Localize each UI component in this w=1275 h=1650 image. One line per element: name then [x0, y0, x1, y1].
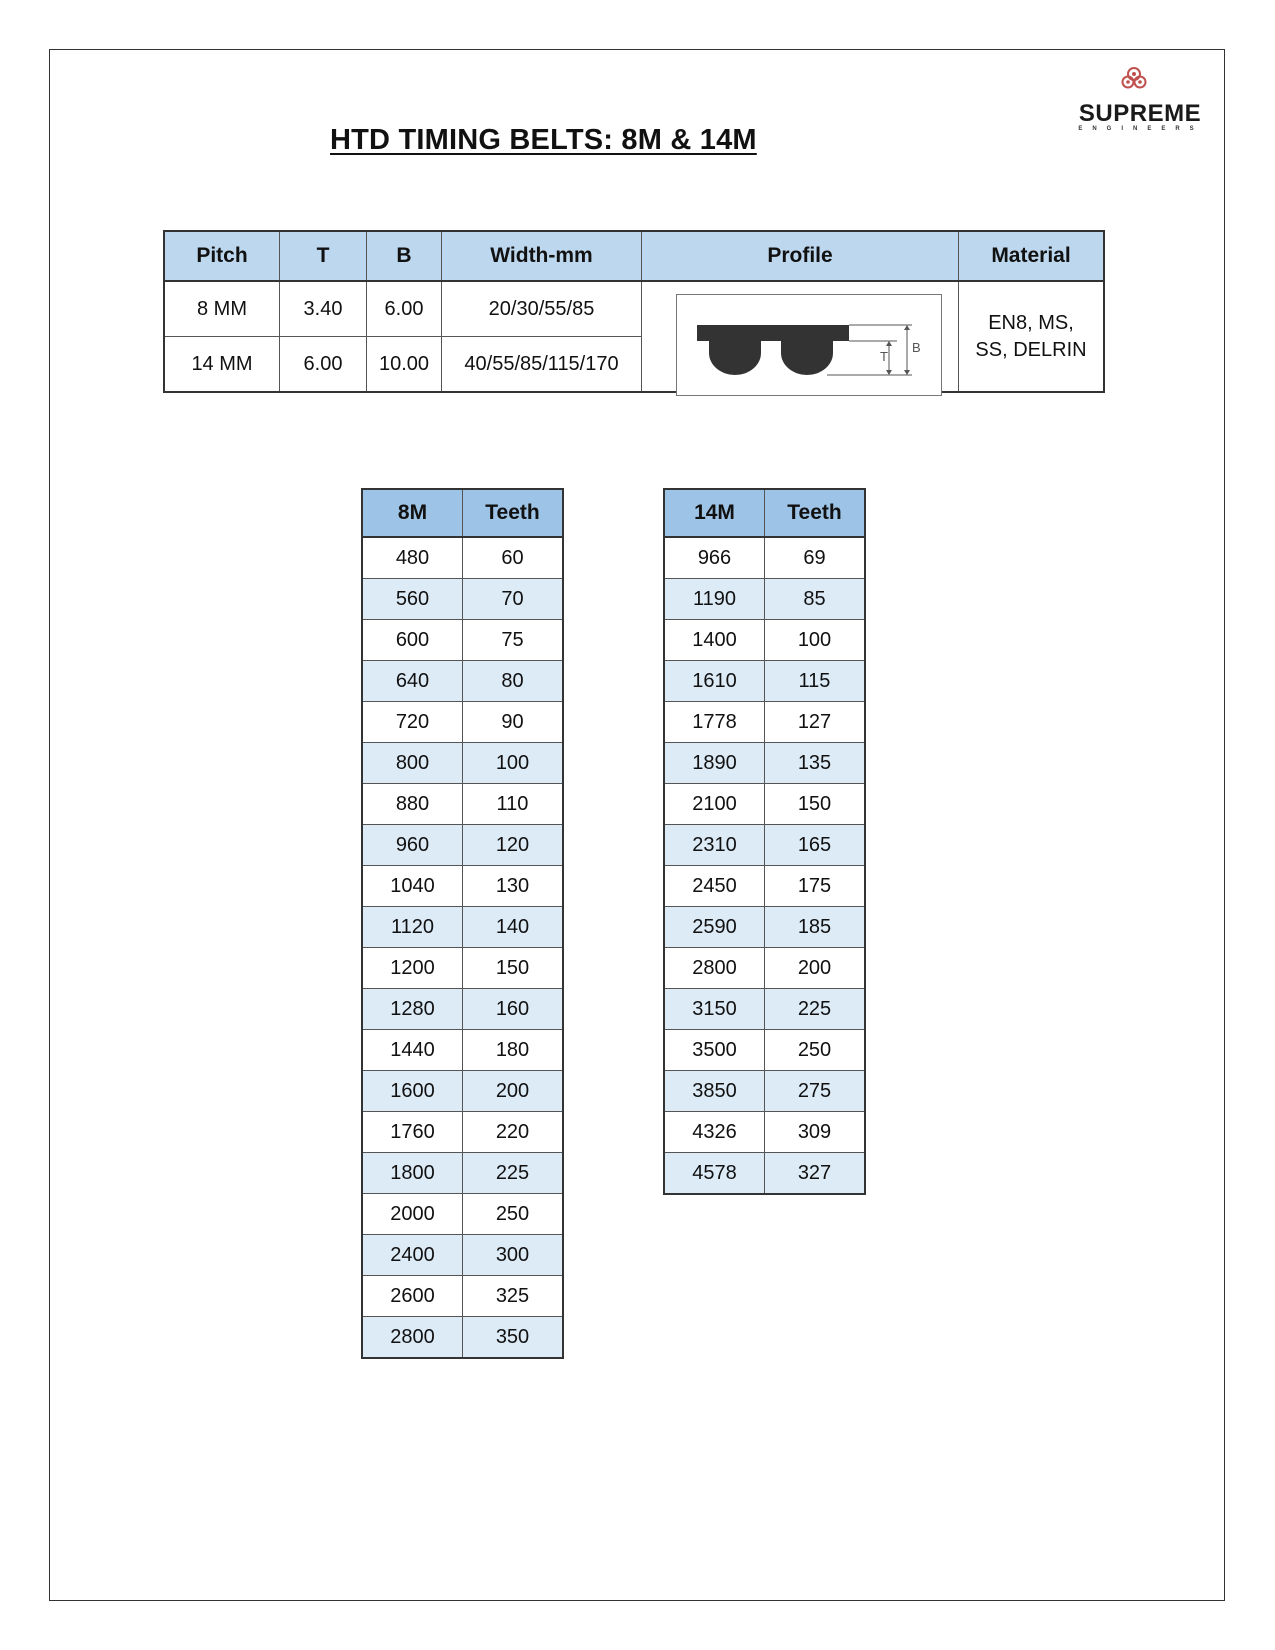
length-cell: 3850 [664, 1071, 765, 1112]
header-8m: 8M [362, 489, 463, 537]
company-logo [1075, 66, 1205, 136]
width-value: 20/30/55/85 [442, 281, 642, 337]
table-row [362, 1071, 563, 1112]
table-row [362, 1235, 563, 1276]
length-cell: 880 [362, 784, 463, 825]
length-cell: 1280 [362, 989, 463, 1030]
length-cell: 1778 [664, 702, 765, 743]
length-cell: 640 [362, 661, 463, 702]
teeth-cell: 175 [765, 866, 866, 907]
length-cell: 2800 [664, 948, 765, 989]
length-cell: 1400 [664, 620, 765, 661]
table-row [664, 620, 865, 661]
length-cell: 3150 [664, 989, 765, 1030]
table-row [664, 907, 865, 948]
teeth-cell: 225 [463, 1153, 564, 1194]
material-text: EN8, MS, SS, DELRIN [975, 311, 1087, 361]
table-row [664, 702, 865, 743]
table-row [362, 661, 563, 702]
teeth-cell: 185 [765, 907, 866, 948]
teeth-cell: 120 [463, 825, 564, 866]
profile-b-label: B [912, 340, 921, 355]
teeth-cell: 165 [765, 825, 866, 866]
b-value: 6.00 [367, 281, 442, 337]
teeth-cell: 127 [765, 702, 866, 743]
length-cell: 2600 [362, 1276, 463, 1317]
table-14m-header [664, 489, 865, 537]
length-cell: 4578 [664, 1153, 765, 1195]
teeth-cell: 327 [765, 1153, 866, 1195]
pitch-value: 14 MM [164, 337, 280, 393]
b-value: 10.00 [367, 337, 442, 393]
length-cell: 2100 [664, 784, 765, 825]
teeth-cell: 100 [463, 743, 564, 784]
table-row [664, 537, 865, 579]
table-row [664, 825, 865, 866]
length-cell: 800 [362, 743, 463, 784]
header-profile: Profile [642, 231, 959, 281]
table-row [664, 1071, 865, 1112]
table-row [362, 1112, 563, 1153]
length-cell: 2000 [362, 1194, 463, 1235]
length-cell: 966 [664, 537, 765, 579]
teeth-cell: 150 [765, 784, 866, 825]
length-cell: 2450 [664, 866, 765, 907]
header-teeth: Teeth [765, 489, 866, 537]
material-value [959, 281, 1105, 392]
header-t: T [280, 231, 367, 281]
length-cell: 2400 [362, 1235, 463, 1276]
header-width: Width-mm [442, 231, 642, 281]
spec-table [163, 230, 1105, 393]
table-row [362, 1153, 563, 1194]
teeth-cell: 225 [765, 989, 866, 1030]
table-row [362, 1030, 563, 1071]
teeth-cell: 69 [765, 537, 866, 579]
length-cell: 480 [362, 537, 463, 579]
table-row [362, 1194, 563, 1235]
teeth-cell: 130 [463, 866, 564, 907]
table-row [362, 702, 563, 743]
length-cell: 1610 [664, 661, 765, 702]
teeth-cell: 200 [765, 948, 866, 989]
table-row [362, 537, 563, 579]
length-cell: 560 [362, 579, 463, 620]
table-row [362, 579, 563, 620]
teeth-cell: 70 [463, 579, 564, 620]
teeth-cell: 325 [463, 1276, 564, 1317]
length-cell: 2800 [362, 1317, 463, 1359]
teeth-cell: 80 [463, 661, 564, 702]
table-row [664, 784, 865, 825]
table-14m-lengths [663, 488, 866, 1195]
table-row [664, 866, 865, 907]
t-value: 6.00 [280, 337, 367, 393]
table-row [664, 743, 865, 784]
logo-name: SUPREME [1078, 100, 1202, 127]
spec-row-8mm [164, 281, 1104, 337]
table-row [362, 784, 563, 825]
t-value: 3.40 [280, 281, 367, 337]
length-cell: 4326 [664, 1112, 765, 1153]
teeth-cell: 135 [765, 743, 866, 784]
length-cell: 1800 [362, 1153, 463, 1194]
spec-header-row [164, 231, 1104, 281]
header-b: B [367, 231, 442, 281]
table-row [664, 948, 865, 989]
header-teeth: Teeth [463, 489, 564, 537]
belt-profile-diagram [676, 294, 942, 396]
logo-subtitle: ENGINEERS [1078, 126, 1204, 132]
profile-cell [642, 281, 959, 392]
gears-logo-icon [1119, 66, 1149, 90]
length-cell: 1040 [362, 866, 463, 907]
teeth-cell: 300 [463, 1235, 564, 1276]
teeth-cell: 160 [463, 989, 564, 1030]
teeth-cell: 140 [463, 907, 564, 948]
length-cell: 960 [362, 825, 463, 866]
table-row [362, 1276, 563, 1317]
header-14m: 14M [664, 489, 765, 537]
length-cell: 1890 [664, 743, 765, 784]
table-row [362, 866, 563, 907]
table-row [362, 1317, 563, 1359]
table-row [362, 907, 563, 948]
teeth-cell: 150 [463, 948, 564, 989]
table-8m-header [362, 489, 563, 537]
width-value: 40/55/85/115/170 [442, 337, 642, 393]
teeth-cell: 90 [463, 702, 564, 743]
teeth-cell: 110 [463, 784, 564, 825]
table-row [664, 661, 865, 702]
length-cell: 1190 [664, 579, 765, 620]
teeth-cell: 180 [463, 1030, 564, 1071]
table-row [664, 579, 865, 620]
length-cell: 2310 [664, 825, 765, 866]
length-cell: 600 [362, 620, 463, 661]
teeth-cell: 275 [765, 1071, 866, 1112]
length-cell: 1200 [362, 948, 463, 989]
table-row [664, 1153, 865, 1195]
teeth-cell: 200 [463, 1071, 564, 1112]
teeth-cell: 250 [765, 1030, 866, 1071]
pitch-value: 8 MM [164, 281, 280, 337]
table-row [362, 989, 563, 1030]
teeth-cell: 220 [463, 1112, 564, 1153]
profile-t-label: T [880, 349, 888, 364]
table-row [362, 743, 563, 784]
teeth-cell: 115 [765, 661, 866, 702]
table-row [664, 1112, 865, 1153]
teeth-cell: 100 [765, 620, 866, 661]
page-title: HTD TIMING BELTS: 8M & 14M [330, 124, 757, 156]
table-row [362, 825, 563, 866]
header-material: Material [959, 231, 1105, 281]
table-8m-lengths [361, 488, 564, 1359]
teeth-cell: 75 [463, 620, 564, 661]
length-cell: 1760 [362, 1112, 463, 1153]
length-cell: 1120 [362, 907, 463, 948]
table-row [664, 1030, 865, 1071]
teeth-cell: 350 [463, 1317, 564, 1359]
length-cell: 1600 [362, 1071, 463, 1112]
length-cell: 1440 [362, 1030, 463, 1071]
table-row [362, 948, 563, 989]
header-pitch: Pitch [164, 231, 280, 281]
length-cell: 2590 [664, 907, 765, 948]
table-row [664, 989, 865, 1030]
length-cell: 3500 [664, 1030, 765, 1071]
teeth-cell: 85 [765, 579, 866, 620]
teeth-cell: 309 [765, 1112, 866, 1153]
teeth-cell: 60 [463, 537, 564, 579]
length-cell: 720 [362, 702, 463, 743]
table-row [362, 620, 563, 661]
teeth-cell: 250 [463, 1194, 564, 1235]
